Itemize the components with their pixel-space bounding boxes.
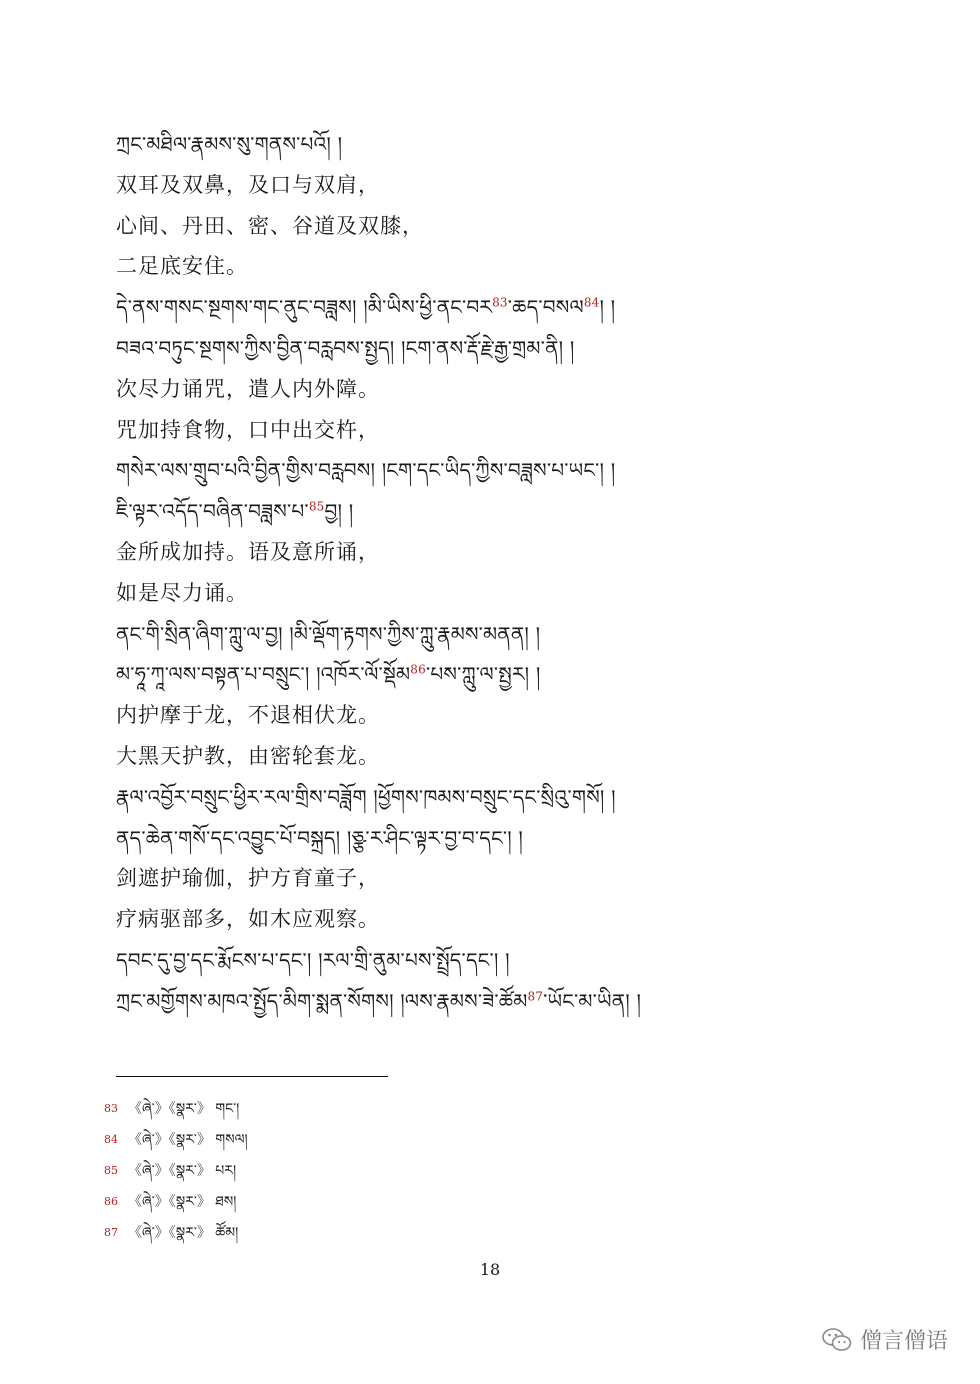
tibetan-verse-line	[116, 940, 876, 981]
chinese-verse-line	[116, 369, 876, 410]
tibetan-verse-line	[116, 818, 876, 859]
line-text: ཀྲང་མགྱོགས་མཁའ་སྤྱོད་མིག་སྨན་སོགས། །ལས་རྣམས་ཟེ་ཚོམ	[116, 988, 528, 1013]
footnote-text: 《ཞེ་》《སྣར་》 གང་།	[128, 1101, 240, 1117]
chinese-verse-line	[116, 246, 876, 287]
footnote-text: 《ཞེ་》《སྣར་》 པར།	[128, 1163, 237, 1179]
footnote-number: 86	[104, 1195, 118, 1208]
line-text: ། །	[599, 295, 616, 320]
tibetan-verse-line	[116, 981, 876, 1022]
page-number: 18	[479, 1260, 501, 1279]
tibetan-verse-line	[116, 614, 876, 655]
footnote	[104, 1098, 248, 1129]
line-text: 如是尽力诵。	[116, 580, 248, 605]
footnote	[104, 1191, 248, 1222]
tibetan-verse-line	[116, 654, 876, 695]
footnote-number: 84	[104, 1133, 118, 1146]
line-text: 心间、丹田、密、谷道及双膝，	[116, 213, 424, 238]
footnotes	[104, 1098, 248, 1253]
line-text: ་ཡོང་མ་ཡིན། །	[543, 988, 642, 1013]
chinese-verse-line	[116, 573, 876, 614]
footnote	[104, 1222, 248, 1253]
chinese-verse-line	[116, 165, 876, 206]
line-text: 金所成加持。语及意所诵，	[116, 539, 380, 564]
tibetan-verse-line	[116, 777, 876, 818]
line-text: 内护摩于龙，不退相伏龙。	[116, 703, 380, 728]
main-text	[116, 124, 876, 1022]
line-text: གསེར་ལས་གྲུབ་པའི་བྱིན་གྱིས་བརླབས། །ངག་དང་ཡིད་ཀྱིས་བཟླས་པ་ཡང་། །	[116, 458, 616, 483]
chinese-verse-line	[116, 858, 876, 899]
line-text: མ་ཧཱ་ཀཱ་ལས་བསྟན་པ་བསྲུང་། །འཁོར་ལོ་སྡོམ	[116, 662, 411, 687]
footnote-text: 《ཞེ་》《སྣར་》 ཐས།	[128, 1194, 237, 1210]
line-text: དབང་དུ་བྱ་དང་རྨོངས་པ་དང་། །རལ་གྲི་ནུམ་པས་སྤྲོད་དང་། །	[116, 947, 510, 972]
footnote	[104, 1129, 248, 1160]
chinese-verse-line	[116, 206, 876, 247]
chinese-verse-line	[116, 899, 876, 940]
line-text: རྣལ་འབྱོར་བསྲུང་ཕྱིར་རལ་གྲིས་བཟློག །ཕྱོགས་ཁམས་བསྲུང་དང་སྲིའུ་གསོ། །	[116, 784, 616, 809]
watermark-text: 僧言僧语	[859, 1329, 948, 1354]
line-text: དེ་ནས་གསང་སྔགས་གང་ནུང་བཟླས། །མི་ཡིས་ཕྱི་ནང་བར	[116, 295, 493, 320]
line-text: ཀྲང་མཐིལ་རྣམས་སུ་གནས་པའོ། །	[116, 132, 343, 156]
footnote-marker[interactable]: 85	[308, 499, 325, 514]
line-text: ནང་གི་སྲིན་ཞིག་ཀླུ་ལ་བྱ། །མི་ལྡོག་རྟགས་ཀྱིས་ཀླུ་རྣམས་མནན། །	[116, 621, 541, 646]
line-text: ཇི་ལྟར་འདོད་བཞིན་བཟླས་པ་	[116, 499, 309, 524]
footnote	[104, 1160, 248, 1191]
line-text: 大黑天护教，由密轮套龙。	[116, 743, 380, 768]
tibetan-verse-line	[116, 328, 876, 369]
tibetan-verse-line	[116, 450, 876, 491]
line-text: 剑遮护瑜伽，护方育童子，	[116, 866, 380, 891]
watermark	[822, 1324, 948, 1355]
line-text: བྱ། །	[324, 499, 354, 524]
line-text: 咒加持食物，口中出交杵，	[116, 417, 380, 442]
tibetan-verse-line	[116, 287, 876, 328]
chinese-verse-line	[116, 410, 876, 451]
footnote-marker[interactable]: 84	[583, 295, 600, 310]
footnote-marker[interactable]: 83	[492, 295, 508, 310]
footnote-number: 83	[104, 1102, 118, 1115]
line-text: 二足底安住。	[116, 254, 248, 279]
footnote-number: 85	[104, 1164, 118, 1177]
wechat-icon	[822, 1327, 852, 1353]
tibetan-verse-line	[116, 491, 876, 532]
footnote-number: 87	[104, 1226, 118, 1239]
line-text: 疗病驱部多，如木应观察。	[116, 907, 380, 932]
chinese-verse-line	[116, 736, 876, 777]
line-text: བཟའ་བཏུང་སྔགས་ཀྱིས་བྱིན་བརླབས་སྤྱད། །ངག་ནས་རྡོ་རྗེ་རྒྱ་གྲམ་ནི། །	[116, 335, 575, 360]
footnote-divider	[116, 1076, 388, 1077]
line-text: 双耳及双鼻，及口与双肩，	[116, 172, 380, 197]
footnote-text: 《ཞེ་》《སྣར་》 གསལ།	[128, 1132, 248, 1148]
footnote-marker[interactable]: 87	[527, 989, 544, 1004]
line-text: ་ཆད་བསལ	[507, 295, 584, 320]
line-text: ་པས་ཀླུ་ལ་སྤྱར། །	[425, 662, 541, 687]
footnote-text: 《ཞེ་》《སྣར་》 ཚོམ།	[128, 1225, 239, 1241]
line-text: 次尽力诵咒，遣人内外障。	[116, 376, 380, 401]
chinese-verse-line	[116, 532, 876, 573]
line-text: ནད་ཆེན་གསོ་དང་འབྱུང་པོ་བསྐྲད། །ཅྩ་ར་ཤིང་ལྟར་བྱ་བ་དང་། །	[116, 825, 524, 850]
tibetan-verse-line	[116, 124, 876, 165]
footnote-marker[interactable]: 86	[410, 662, 426, 677]
chinese-verse-line	[116, 695, 876, 736]
